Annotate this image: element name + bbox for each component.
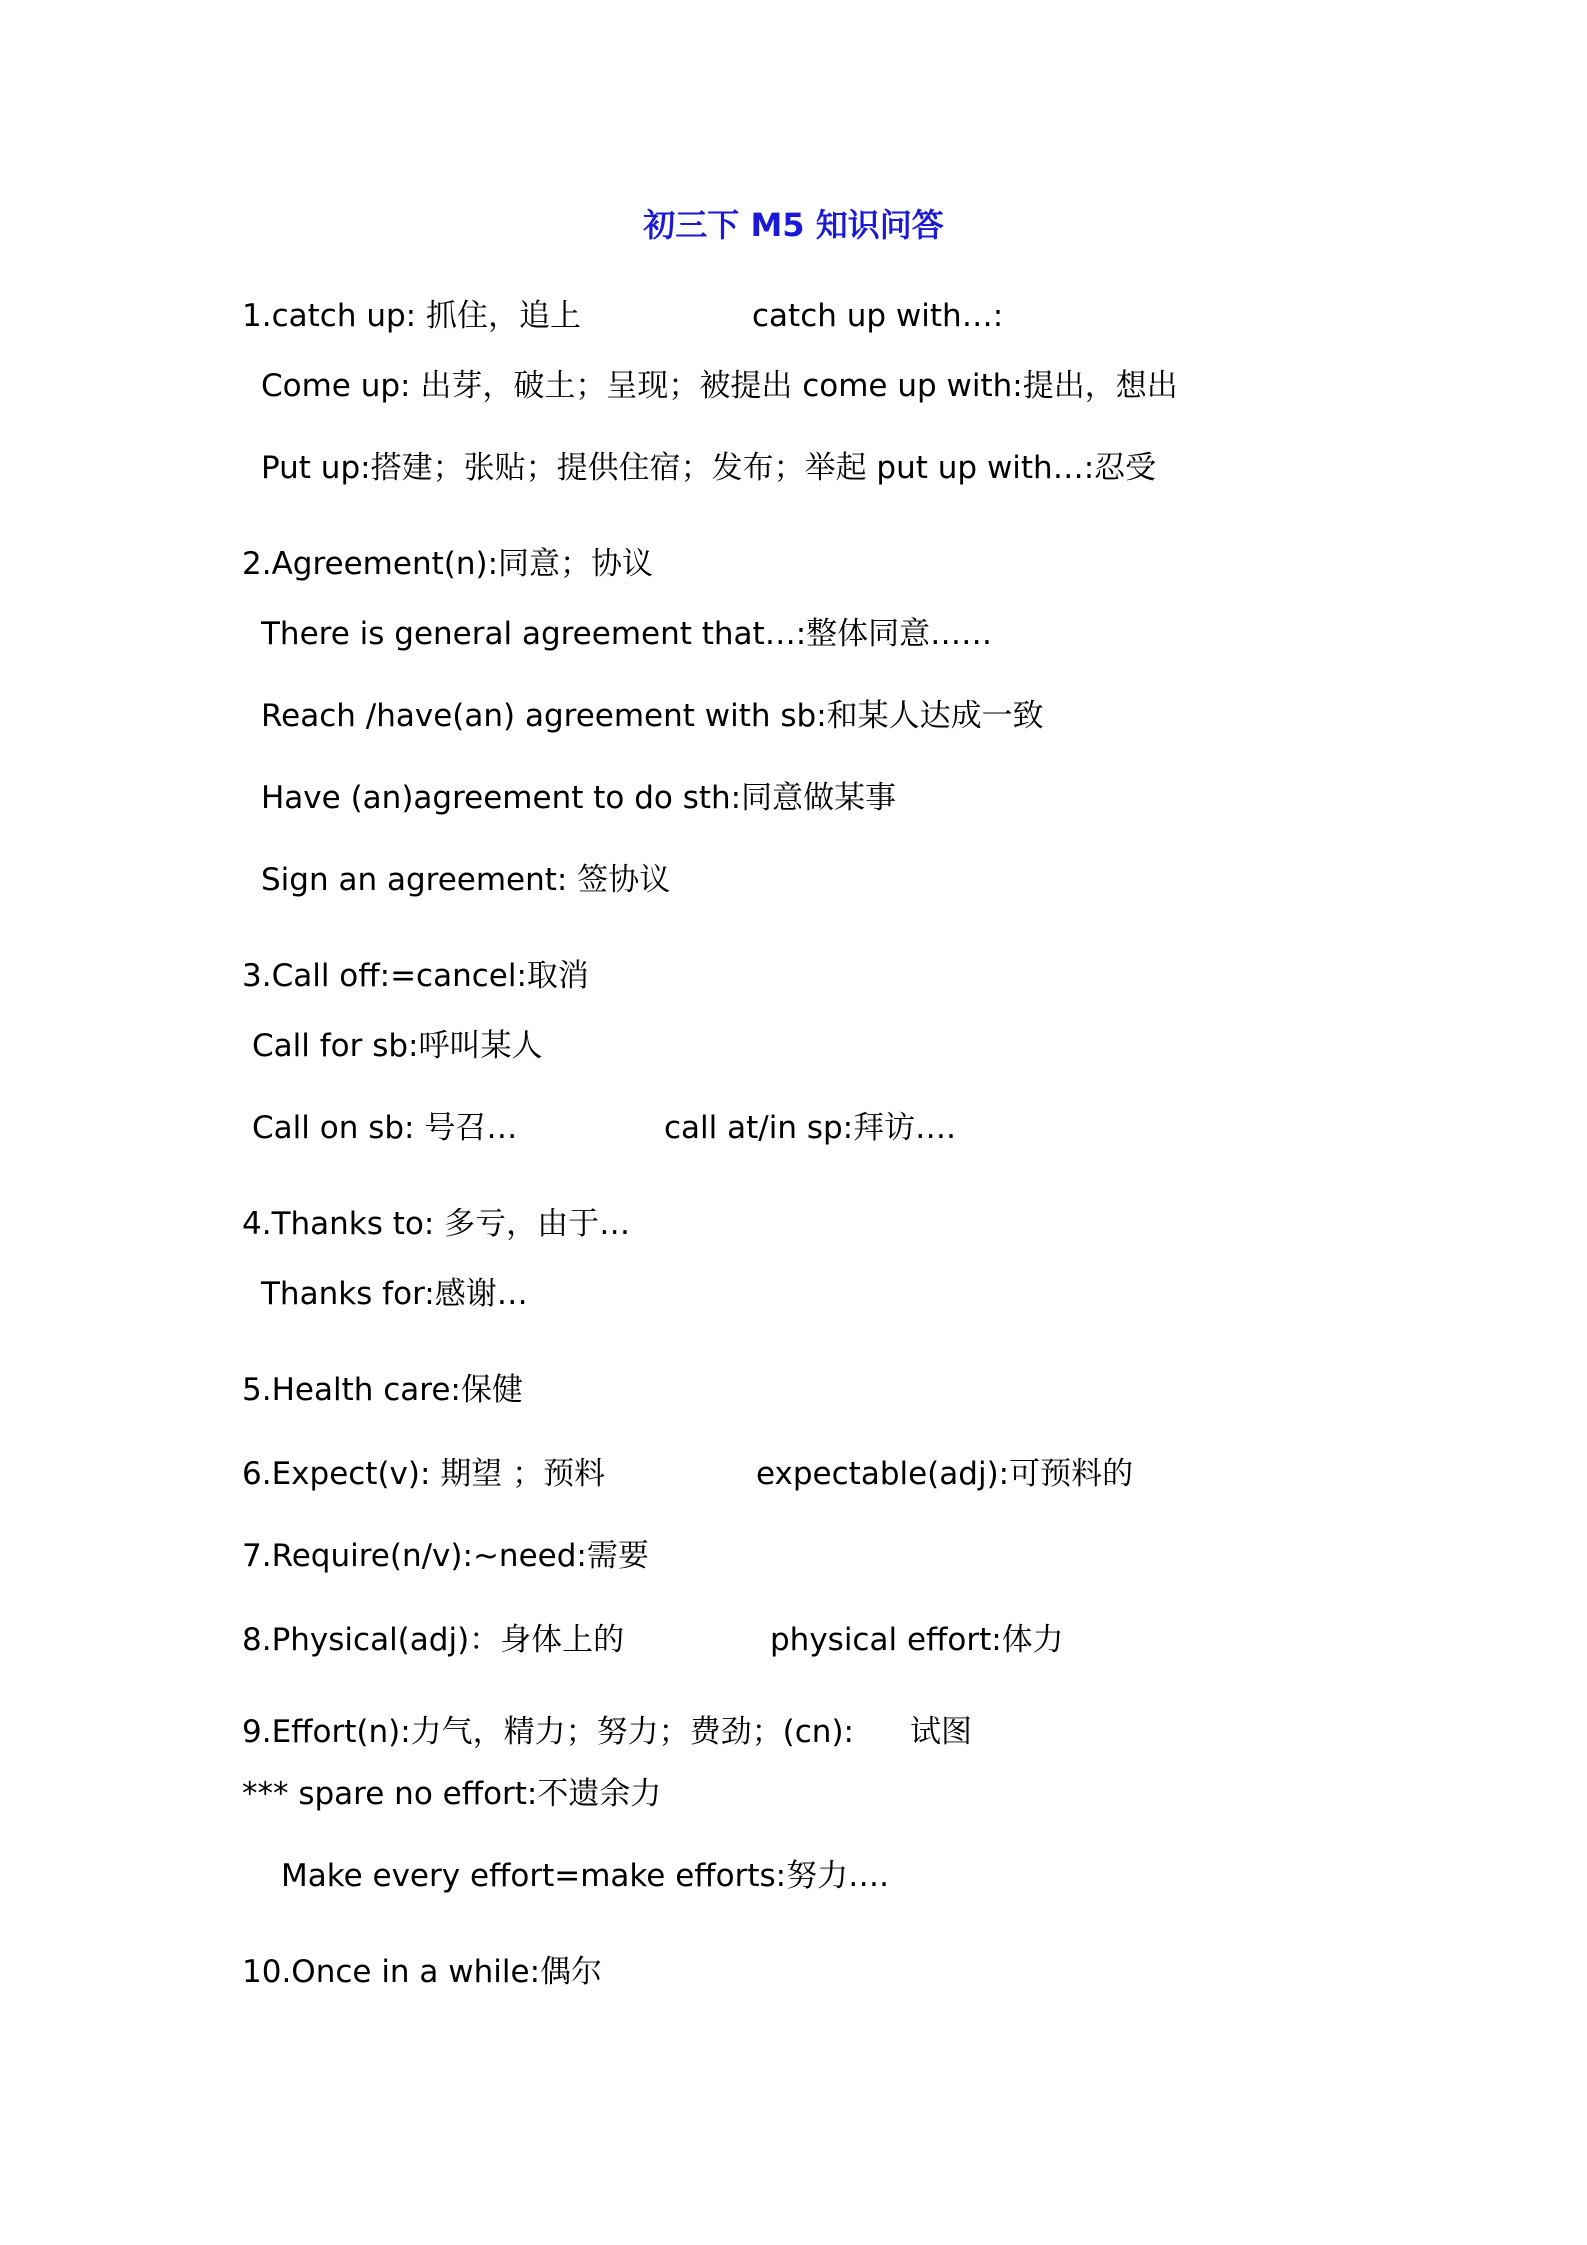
entry-text: 2.Agreement(n):同意；协议 [242, 546, 654, 582]
entry-text: There is general agreement that…:整体同意…… [261, 616, 993, 652]
entry-text: 7.Require(n/v):~need:需要 [242, 1538, 649, 1574]
entry-text: Make every effort=make efforts:努力…. [281, 1858, 889, 1894]
entry-text: Sign an agreement: 签协议 [261, 862, 671, 898]
list-item [261, 1274, 528, 1314]
list-item [261, 696, 1044, 736]
entry-text-secondary: expectable(adj):可预料的 [756, 1456, 1134, 1492]
list-item [261, 366, 1178, 406]
entry-text-secondary: physical effort:体力 [770, 1622, 1064, 1658]
entry-text: 4.Thanks to: 多亏，由于… [242, 1206, 631, 1242]
entry-text: Call on sb: 号召… [252, 1110, 518, 1146]
list-item [261, 614, 992, 654]
list-item [242, 1204, 630, 1244]
entry-text: 1.catch up: 抓住，追上 [242, 298, 581, 334]
list-item [242, 956, 589, 996]
list-item [281, 1856, 889, 1896]
entry-text: 6.Expect(v): 期望 ；预料 [242, 1456, 606, 1492]
entry-text: Reach /have(an) agreement with sb:和某人达成一致 [261, 698, 1044, 734]
list-item [242, 544, 653, 584]
list-item [261, 860, 670, 900]
entry-text: Come up: 出芽，破土；呈现；被提出 come up with:提出，想出 [261, 368, 1178, 404]
entry-text-secondary: catch up with…: [752, 298, 1004, 334]
list-item [242, 1774, 661, 1814]
entry-text-secondary: 试图 [910, 1714, 972, 1750]
list-item [252, 1108, 517, 1148]
entry-text: *** spare no effort:不遗余力 [242, 1776, 662, 1812]
list-item [252, 1026, 542, 1066]
list-item [242, 1370, 523, 1410]
entry-text: 3.Call off:=cancel:取消 [242, 958, 589, 994]
list-item [242, 296, 581, 336]
entry-text: Put up:搭建；张贴；提供住宿；发布；举起 put up with…:忍受 [261, 450, 1157, 486]
entry-text: 10.Once in a while:偶尔 [242, 1954, 603, 1990]
entry-text-secondary: call at/in sp:拜访…. [664, 1110, 956, 1146]
list-item [261, 448, 1156, 488]
entry-text: Call for sb:呼叫某人 [252, 1028, 543, 1064]
list-item [261, 778, 896, 818]
entry-text: Thanks for:感谢… [261, 1276, 528, 1312]
list-item [242, 1712, 854, 1752]
list-item [242, 1454, 605, 1494]
entry-text: 8.Physical(adj)：身体上的 [242, 1622, 625, 1658]
list-item [242, 1620, 624, 1660]
entry-text: 5.Health care:保健 [242, 1372, 523, 1408]
list-item [242, 1536, 649, 1576]
entry-text: 9.Effort(n):力气，精力；努力；费劲；(cn): [242, 1714, 854, 1750]
entry-text: Have (an)agreement to do sth:同意做某事 [261, 780, 897, 816]
page-title: 初三下 M5 知识问答 [643, 206, 944, 244]
list-item [242, 1952, 602, 1992]
